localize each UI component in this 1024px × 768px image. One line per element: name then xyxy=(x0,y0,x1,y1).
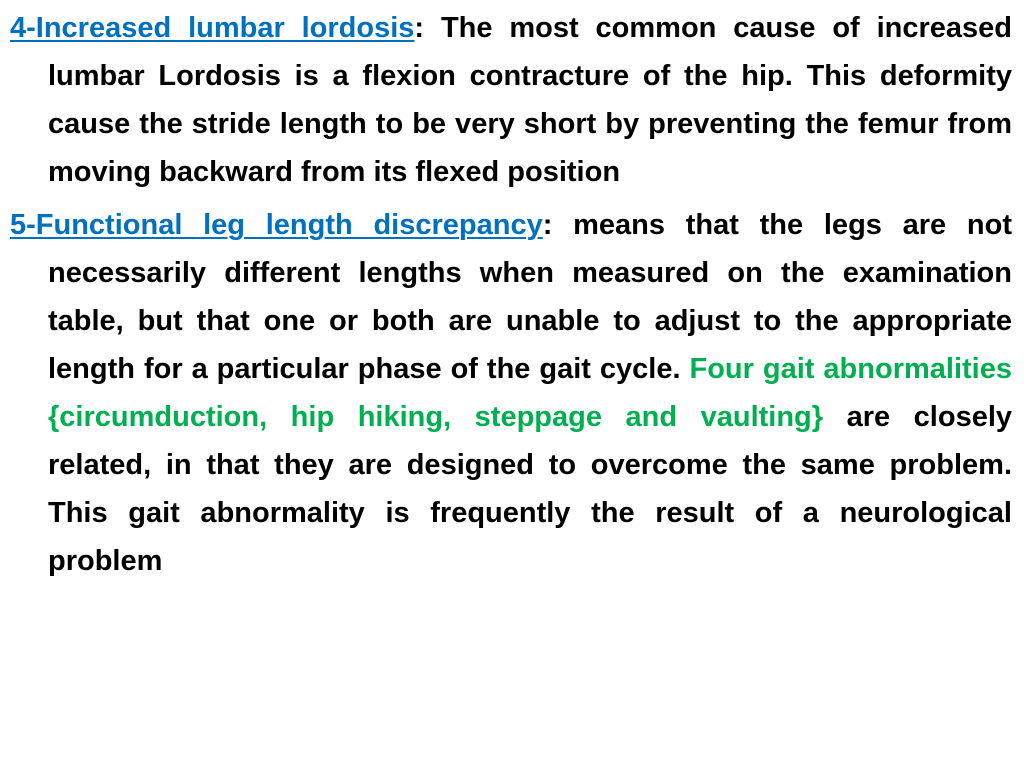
body-text-leg-length-intro: means that the legs are not necessarily different lengths when measured on the examination table, but that one or both are unable to adjust to the appropriate length for a particular phase of the gait cycle. xyxy=(48,209,1013,385)
heading-separator: : xyxy=(414,12,425,44)
item-increased-lumbar-lordosis xyxy=(10,4,1012,196)
body-text-lumbar-lordosis: The most common cause of increased lumbar Lordosis is a flexion contracture of the hip. This deformity cause the stride length to be very short by preventing the femur from moving backward from its flexed position xyxy=(48,12,1012,188)
body-text-leg-length-conclusion: are closely related, in that they are designed to overcome the same problem. This gait abnormality is frequently the result of a neurological problem xyxy=(48,401,1013,577)
heading-functional-leg-length-discrepancy[interactable]: 5-Functional leg length discrepancy xyxy=(10,209,543,241)
highlight-gait-abnormalities: Four gait abnormalities {circumduction, hip hiking, steppage and vaulting} xyxy=(48,353,1012,433)
item-functional-leg-length-discrepancy xyxy=(10,201,1012,585)
heading-separator: : xyxy=(542,209,553,241)
slide-content xyxy=(10,4,1012,590)
heading-increased-lumbar-lordosis[interactable]: 4-Increased lumbar lordosis xyxy=(10,12,415,44)
